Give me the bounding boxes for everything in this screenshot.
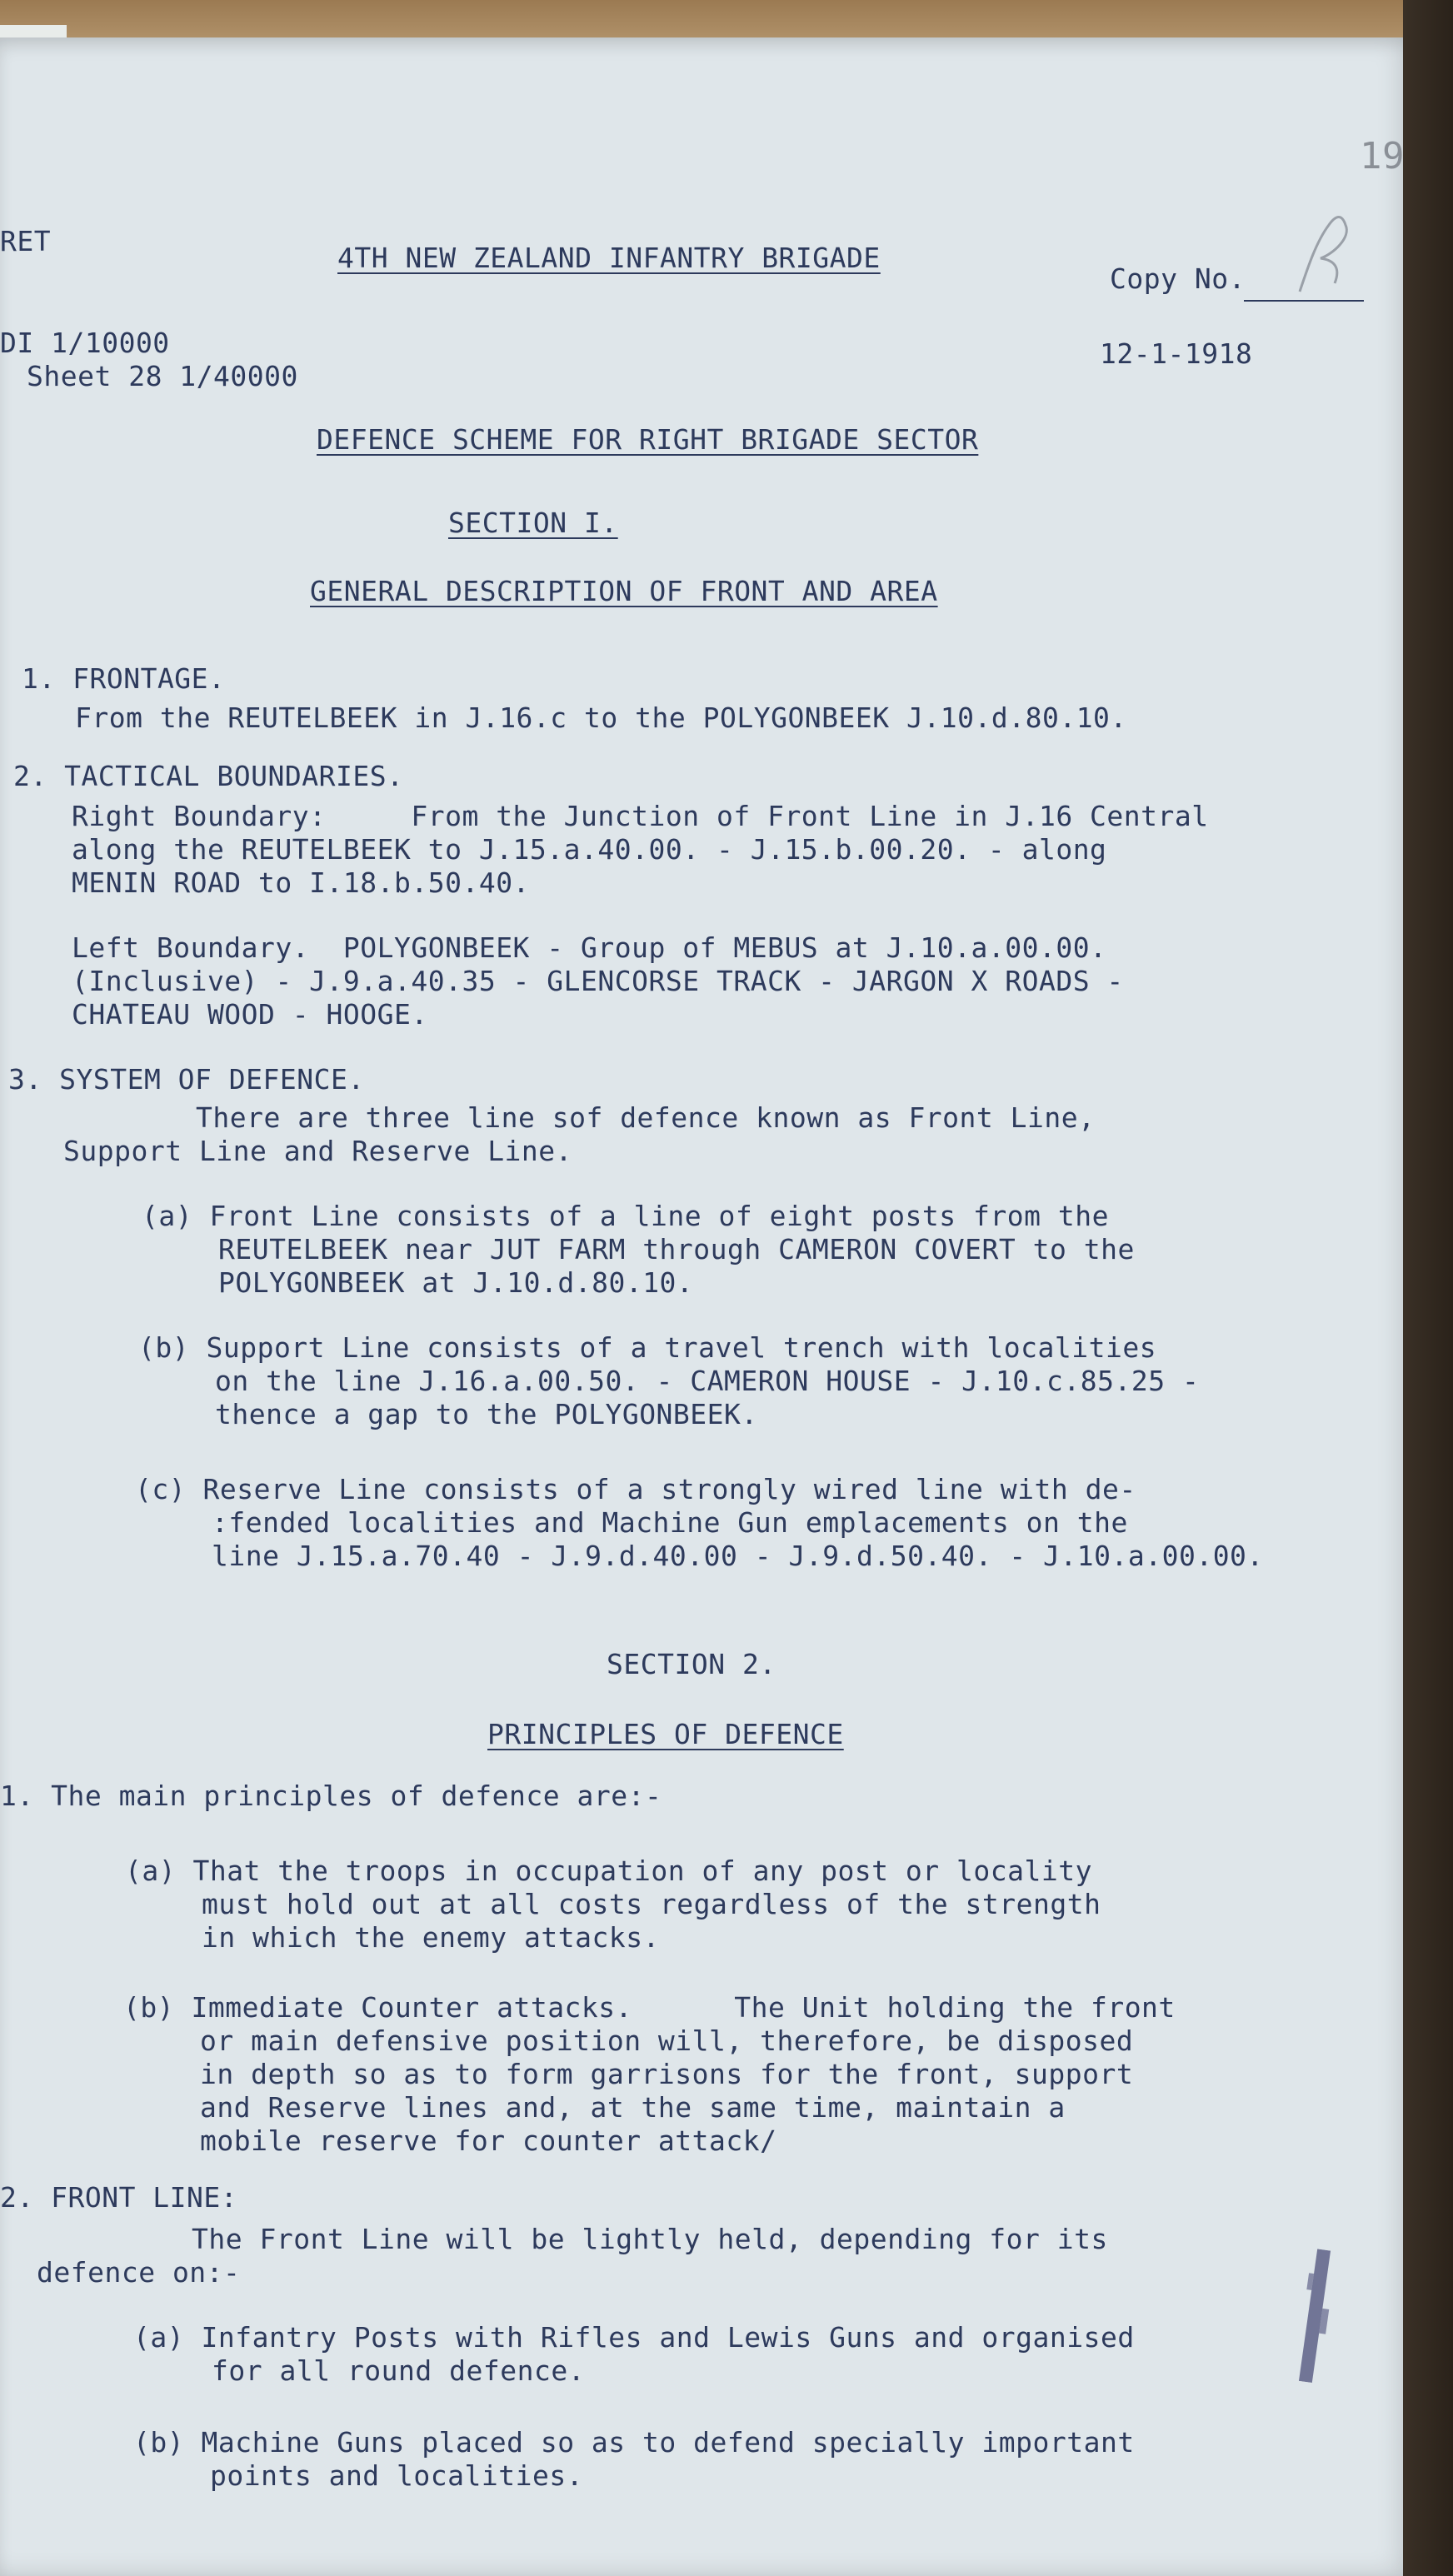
frontage-title: 1. FRONTAGE. (22, 662, 226, 695)
left-boundary-line-1: Left Boundary. POLYGONBEEK - Group of MEBUS at J.10.a.00.00. (72, 931, 1107, 964)
right-boundary-line-2: along the REUTELBEEK to J.15.a.40.00. - J.15.b.00.20. - along (72, 833, 1107, 866)
principle-a-line-3: in which the enemy attacks. (202, 1921, 660, 1954)
copy-number-blank (1244, 300, 1364, 302)
section-1-heading: SECTION I. (448, 507, 618, 539)
front-line-b-line-2: points and localities. (210, 2459, 584, 2492)
left-boundary-line-3: CHATEAU WOOD - HOOGE. (72, 998, 428, 1031)
copy-number-label: Copy No. (1110, 262, 1246, 295)
document-date: 12-1-1918 (1100, 337, 1253, 370)
support-line-desc-3: thence a gap to the POLYGONBEEK. (215, 1398, 758, 1430)
front-line-held-line-2: defence on:- (37, 2256, 241, 2289)
frontage-text: From the REUTELBEEK in J.16.c to the POLYGONBEEK J.10.d.80.10. (75, 701, 1127, 734)
document-title: DEFENCE SCHEME FOR RIGHT BRIGADE SECTOR (317, 423, 979, 456)
system-of-defence-title: 3. SYSTEM OF DEFENCE. (8, 1063, 365, 1096)
copy-number-pencil-mark (1283, 192, 1375, 300)
front-line-held-line-1: The Front Line will be lightly held, depending for its (192, 2223, 1108, 2255)
system-of-defence-line-2: Support Line and Reserve Line. (63, 1135, 573, 1167)
support-line-desc-1: (b) Support Line consists of a travel trench with localities (138, 1331, 1157, 1364)
front-line-a-line-1: (a) Infantry Posts with Rifles and Lewis Guns and organised (133, 2321, 1135, 2354)
section-2-subheading: PRINCIPLES OF DEFENCE (487, 1718, 844, 1750)
front-line-title: 2. FRONT LINE: (0, 2181, 238, 2214)
front-line-desc-2: REUTELBEEK near JUT FARM through CAMERON COVERT to the (218, 1233, 1135, 1266)
desk-shadow (1403, 0, 1453, 2576)
brigade-heading: 4TH NEW ZEALAND INFANTRY BRIGADE (337, 242, 881, 274)
reserve-line-desc-2: :fended localities and Machine Gun emplacements on the (212, 1506, 1128, 1539)
section-2-heading: SECTION 2. (607, 1648, 776, 1680)
right-boundary-line-1: Right Boundary: From the Junction of Front Line in J.16 Central (72, 800, 1209, 832)
principle-b-line-5: mobile reserve for counter attack/ (200, 2124, 777, 2157)
reserve-line-desc-3: line J.15.a.70.40 - J.9.d.40.00 - J.9.d.50.40. - J.10.a.00.00. (212, 1540, 1264, 1572)
margin-fragment-ret: RET (0, 225, 52, 257)
principle-b-line-1: (b) Immediate Counter attacks. The Unit holding the front (123, 1991, 1176, 2024)
principle-a-line-1: (a) That the troops in occupation of any post or locality (125, 1855, 1092, 1887)
section-1-subheading: GENERAL DESCRIPTION OF FRONT AND AREA (310, 575, 938, 607)
principle-b-line-4: and Reserve lines and, at the same time, maintain a (200, 2091, 1066, 2124)
system-of-defence-line-1: There are three line sof defence known as Front Line, (196, 1101, 1096, 1134)
map-reference-2: Sheet 28 1/40000 (27, 360, 298, 392)
page-number: 19 (1360, 135, 1405, 177)
left-boundary-line-2: (Inclusive) - J.9.a.40.35 - GLENCORSE TRACK - JARGON X ROADS - (72, 965, 1124, 997)
front-line-desc-3: POLYGONBEEK at J.10.d.80.10. (218, 1266, 694, 1299)
main-principles-line: 1. The main principles of defence are:- (0, 1780, 662, 1812)
support-line-desc-2: on the line J.16.a.00.50. - CAMERON HOUSE - J.10.c.85.25 - (215, 1365, 1200, 1397)
front-line-desc-1: (a) Front Line consists of a line of eight posts from the (142, 1200, 1109, 1232)
tactical-boundaries-title: 2. TACTICAL BOUNDARIES. (13, 760, 404, 792)
reserve-line-desc-1: (c) Reserve Line consists of a strongly wired line with de- (135, 1473, 1136, 1505)
principle-a-line-2: must hold out at all costs regardless of the strength (202, 1888, 1101, 1920)
map-reference-1: DI 1/10000 (0, 327, 170, 359)
principle-b-line-2: or main defensive position will, therefore, be disposed (200, 2024, 1134, 2057)
front-line-a-line-2: for all round defence. (212, 2354, 586, 2387)
principle-b-line-3: in depth so as to form garrisons for the front, support (200, 2058, 1134, 2090)
front-line-b-line-1: (b) Machine Guns placed so as to defend specially important (133, 2426, 1135, 2459)
right-boundary-line-3: MENIN ROAD to I.18.b.50.40. (72, 866, 530, 899)
